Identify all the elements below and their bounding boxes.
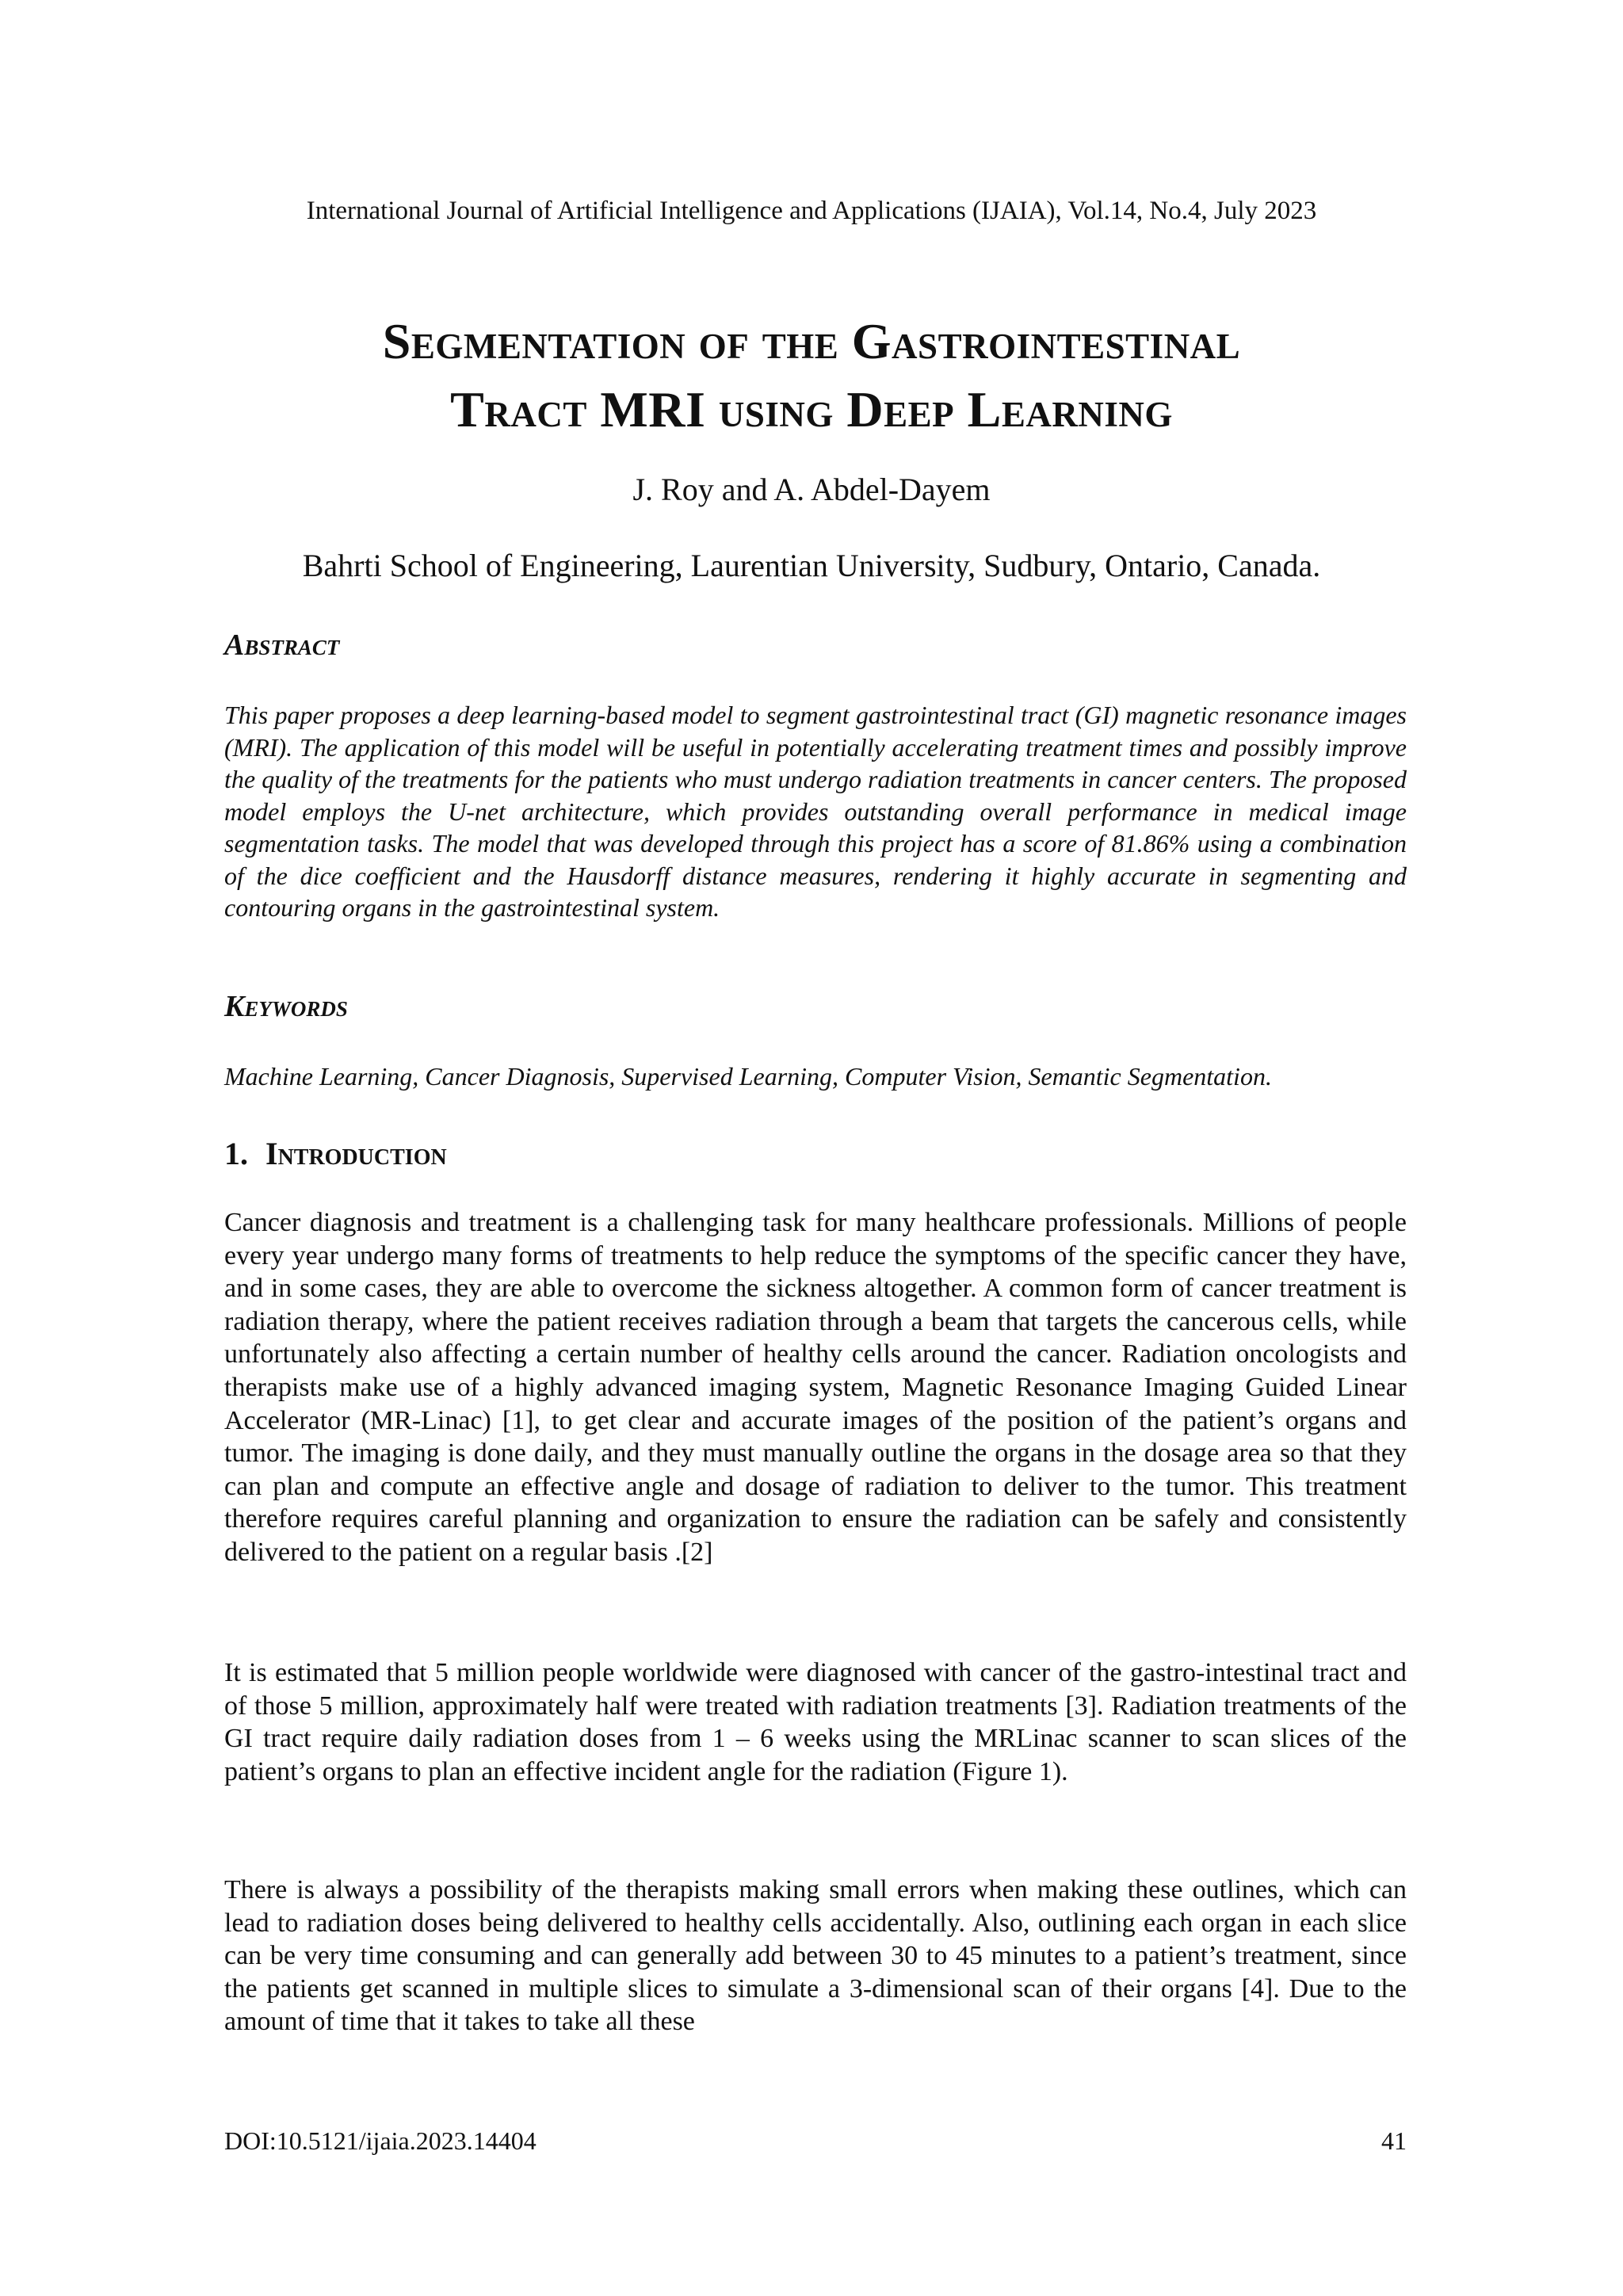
intro-paragraph-1: Cancer diagnosis and treatment is a challenging task for many healthcare professionals. Millions of people every year undergo many forms of treatments to help reduce the symptoms of the specific cancer they have, and in some cases, they are able to overcome the sickness altogether. A common form of cancer treatment is radiation therapy, where the patient receives radiation through a beam that targets the cancerous cells, while unfortunately also affecting a certain number of healthy cells around the cancer. Radiation oncologists and therapists make use of a highly advanced imaging system, Magnetic Resonance Imaging Guided Linear Accelerator (MR-Linac) [1], to get clear and accurate images of the position of the patient’s organs and tumor. The imaging is done daily, and they must manually outline the organs in the dosage area so that they can plan and compute an effective angle and dosage of radiation to deliver to the tumor. This treatment therefore requires careful planning and organization to ensure the radiation can be safely and consistently delivered to the patient on a regular basis .[2] [224,1208,1407,1567]
abstract-heading: Abstract [224,628,340,662]
running-header: International Journal of Artificial Intelligence and Applications (IJAIA), Vol.14, No.4, July 2023 [306,197,1317,225]
keywords-heading: Keywords [224,990,348,1023]
intro-paragraph-2: It is estimated that 5 million people worldwide were diagnosed with cancer of the gastro-intestinal tract and of those 5 million, approximately half were treated with radiation treatments [3]. Radiation treatments of the GI tract require daily radiation doses from 1 – 6 weeks using the MRLinac scanner to scan slices of the patient’s organs to plan an effective incident angle for the radiation (Figure 1). [224,1658,1407,1786]
abstract-body: This paper proposes a deep learning-based model to segment gastrointestinal tract (GI) magnetic resonance images (MRI). The application of this model will be useful in potentially accelerating treatment times and possibly improve the quality of the treatments for the patients who must undergo radiation treatments in cancer centers. The proposed model employs the U-net architecture, which provides outstanding overall performance in medical image segmentation tasks. The model that was developed through this project has a score of 81.86% using a combination of the dice coefficient and the Hausdorff distance measures, rendering it highly accurate in segmenting and contouring organs in the gastrointestinal system. [224,701,1407,922]
paper-title [158,308,1465,444]
footer-doi: DOI:10.5121/ijaia.2023.14404 [224,2126,537,2155]
title-line-2: Tract MRI using Deep Learning [450,381,1173,437]
authors: J. Roy and A. Abdel-Dayem [632,472,991,507]
introduction-heading [224,1135,447,1173]
page-number: 41 [1381,2126,1407,2155]
title-line-1: Segmentation of the Gastrointestinal [382,313,1241,369]
affiliation: Bahrti School of Engineering, Laurentian University, Sudbury, Ontario, Canada. [302,548,1321,583]
intro-paragraph-3: There is always a possibility of the therapists making small errors when making these outlines, which can lead to radiation doses being delivered to healthy cells accidentally. Also, outlining each organ in each slice can be very time consuming and can generally add between 30 to 45 minutes to a patient’s treatment, since the patients get scanned in multiple slices to simulate a 3-dimensional scan of their organs [4]. Due to the amount of time that it takes to take all these [224,1875,1407,2037]
section-title: Introduction [265,1136,447,1171]
keywords-body: Machine Learning, Cancer Diagnosis, Supervised Learning, Computer Vision, Semantic Segmentation. [224,1062,1272,1091]
section-number: 1. [224,1136,248,1171]
